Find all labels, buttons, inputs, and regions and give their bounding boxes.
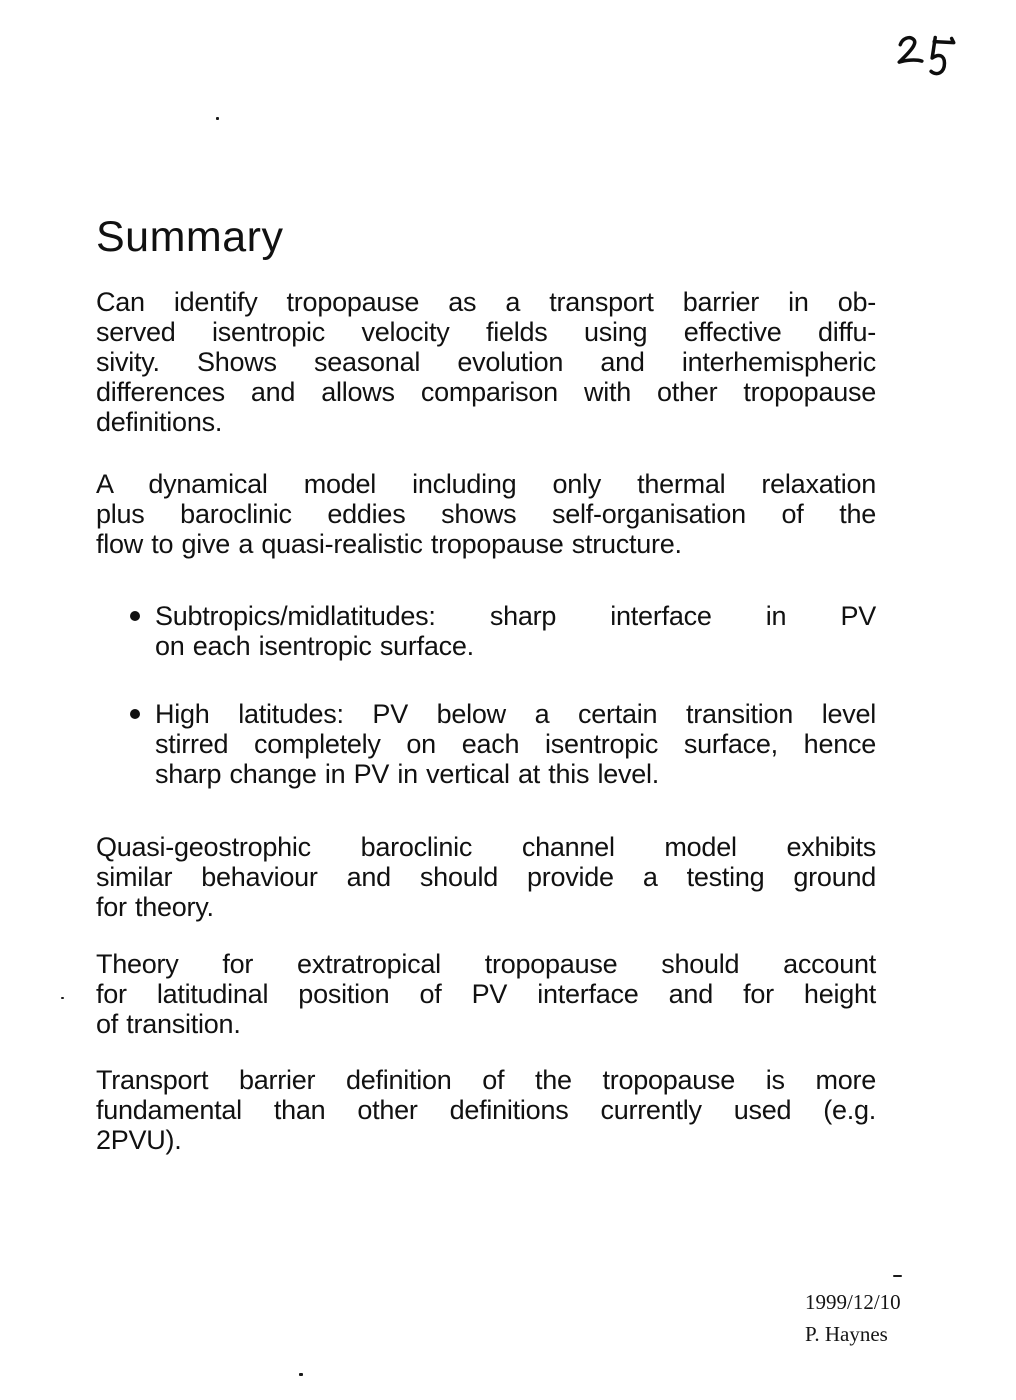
scan-speck [216,117,219,120]
bullet-item [96,699,876,789]
handwritten-page-number-25 [890,32,964,82]
text-line: fundamental than other definitions currently used (e.g. [96,1095,876,1125]
text-line: 2PVU). [96,1125,182,1155]
text-line: for latitudinal position of PV interface and for height [96,979,876,1009]
text-line: Quasi-geostrophic baroclinic channel model exhibits [96,832,876,862]
paragraph [96,287,876,437]
scan-speck [299,1373,303,1376]
text-line: similar behaviour and should provide a testing ground [96,862,876,892]
text-line: on each isentropic surface. [155,631,474,661]
text-line: High latitudes: PV below a certain transition level [155,699,876,729]
footer-author: P. Haynes [805,1322,888,1346]
content-column [96,212,876,1155]
text-line: differences and allows comparison with other tropopause [96,377,876,407]
text-line: Theory for extratropical tropopause should account [96,949,876,979]
text-line: Transport barrier definition of the tropopause is more [96,1065,876,1095]
text-line: Subtropics/midlatitudes: sharp interface in PV [155,601,876,631]
bullet-icon [130,611,140,621]
text-line: plus baroclinic eddies shows self-organisation of the [96,499,876,529]
text-line: flow to give a quasi-realistic tropopause structure. [96,529,682,559]
text-line: of transition. [96,1009,241,1039]
page-title: Summary [96,213,284,261]
scan-speck [893,1275,902,1277]
footer [805,1286,901,1350]
paragraph [96,1065,876,1155]
text-line: sivity. Shows seasonal evolution and interhemispheric [96,347,876,377]
text-line: served isentropic velocity fields using effective diffu- [96,317,876,347]
text-line: sharp change in PV in vertical at this level. [155,759,660,789]
paragraph [96,949,876,1039]
scan-speck [61,997,64,999]
text-line: definitions. [96,407,223,437]
text-line: Can identify tropopause as a transport barrier in ob- [96,287,876,317]
text-line: A dynamical model including only thermal relaxation [96,469,876,499]
text-line: stirred completely on each isentropic surface, hence [155,729,876,759]
bullet-item [96,601,876,661]
text-line: for theory. [96,892,214,922]
bullet-icon [130,709,140,719]
paragraph [96,832,876,922]
paragraph [96,469,876,559]
footer-date: 1999/12/10 [805,1290,901,1314]
content-blocks [96,287,876,1155]
